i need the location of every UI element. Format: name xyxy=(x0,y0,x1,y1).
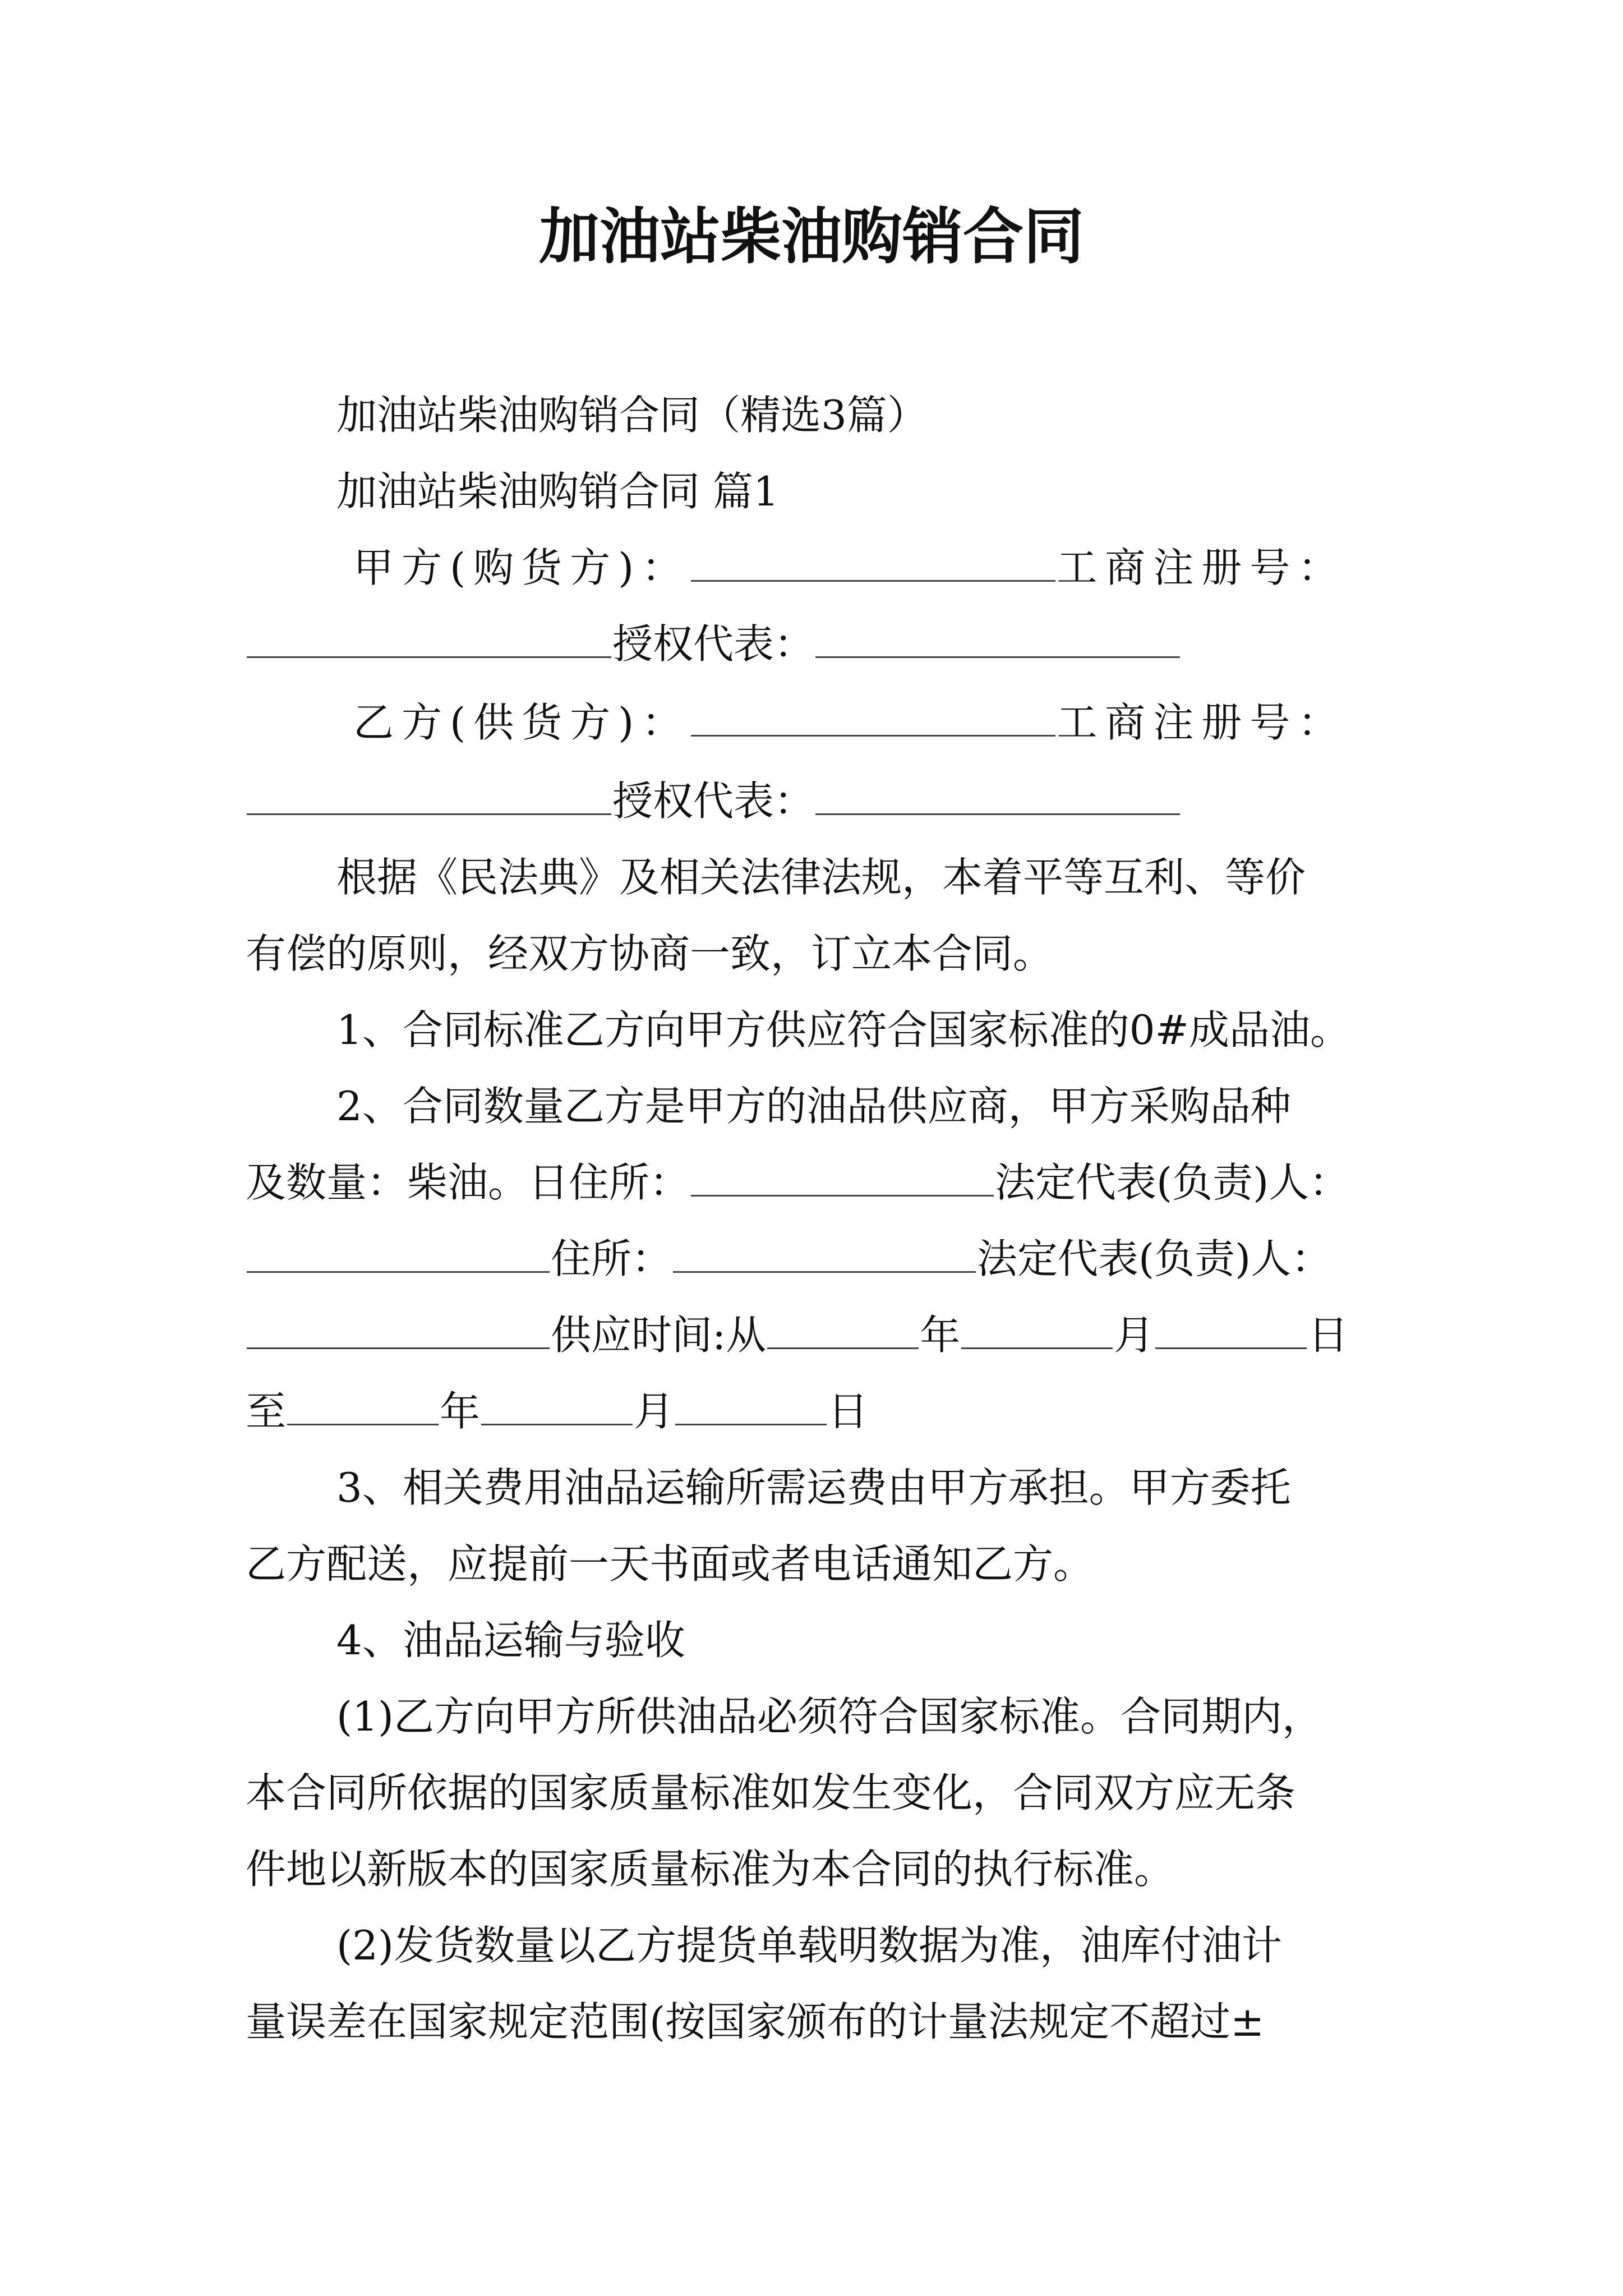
to-label: 至 xyxy=(246,1388,287,1435)
address-label-2: 住所： xyxy=(551,1235,672,1282)
legal-rep-blank-1 xyxy=(247,1232,550,1273)
clause-3-line-1: 3、相关费用油品运输所需运费由甲方承担。甲方委托 xyxy=(336,1464,1291,1511)
party-b-reg-label: 工商注册号： xyxy=(1057,699,1347,746)
party-a-rep-line xyxy=(246,615,1181,673)
to-year-label: 年 xyxy=(440,1388,481,1435)
party-b-rep-label: 授权代表： xyxy=(612,777,815,825)
item-2-line-1: (2)发货数量以乙方提货单载明数据为准，油库付油计 xyxy=(336,1922,1282,1969)
party-a-name-blank xyxy=(691,541,1055,582)
item-1-line-1: (1)乙方向甲方所供油品必须符合国家标准。合同期内， xyxy=(336,1693,1322,1740)
supply-time-line xyxy=(246,1306,1348,1364)
from-year-blank xyxy=(767,1308,919,1349)
clause-2-line-2 xyxy=(246,1153,1349,1212)
party-b-name-blank xyxy=(691,696,1055,737)
from-month-label: 月 xyxy=(1114,1312,1155,1359)
party-b-reg-blank xyxy=(247,774,611,815)
clause-2-line-1: 2、合同数量乙方是甲方的油品供应商，甲方采购品种 xyxy=(336,1083,1291,1130)
legal-rep-label-2: 法定代表(负责)人： xyxy=(977,1235,1332,1282)
party-b-label: 乙方(供货方)： xyxy=(353,699,690,746)
supply-time-label: 供应时间:从 xyxy=(551,1312,767,1359)
to-day-label: 日 xyxy=(828,1388,869,1435)
preamble-line-1: 根据《民法典》及相关法律法规，本着平等互利、等价 xyxy=(336,854,1306,901)
clause-1: 1、合同标准乙方向甲方供应符合国家标准的0#成品油。 xyxy=(336,1006,1350,1053)
legal-rep-label-1: 法定代表(负责)人： xyxy=(995,1159,1350,1206)
address-blank-2 xyxy=(673,1232,976,1273)
party-b-line xyxy=(353,693,1346,752)
to-year-blank xyxy=(287,1384,439,1425)
to-month-blank xyxy=(481,1384,633,1425)
party-a-reg-label: 工商注册号： xyxy=(1057,544,1347,591)
legal-rep-blank-2 xyxy=(247,1308,550,1349)
party-b-rep-blank xyxy=(815,774,1180,815)
part-heading: 加油站柴油购销合同 篇1 xyxy=(336,468,779,515)
from-day-blank xyxy=(1155,1308,1307,1349)
party-b-rep-line xyxy=(246,772,1181,830)
document-title: 加油站柴油购销合同 xyxy=(538,201,1084,272)
supply-time-to-line xyxy=(246,1382,868,1441)
from-year-label: 年 xyxy=(920,1312,961,1359)
party-a-reg-blank xyxy=(247,617,611,658)
preamble-line-2: 有偿的原则，经双方协商一致，订立本合同。 xyxy=(246,930,1054,977)
to-day-blank xyxy=(675,1384,827,1425)
item-1-line-3: 件地以新版本的国家质量标准为本合同的执行标准。 xyxy=(246,1846,1175,1893)
from-month-blank xyxy=(961,1308,1113,1349)
clause-2-address-label: 及数量：柴油。日住所： xyxy=(246,1159,690,1206)
clause-4-heading: 4、油品运输与验收 xyxy=(336,1617,685,1664)
address-blank-1 xyxy=(691,1156,994,1197)
clause-2-line-3 xyxy=(246,1230,1331,1288)
item-1-line-2: 本合同所依据的国家质量标准如发生变化，合同双方应无条 xyxy=(246,1769,1296,1816)
party-a-rep-blank xyxy=(815,617,1180,658)
to-month-label: 月 xyxy=(634,1388,675,1435)
party-a-line xyxy=(353,539,1346,597)
clause-3-line-2: 乙方配送，应提前一天书面或者电话通知乙方。 xyxy=(246,1540,1094,1588)
document-subtitle: 加油站柴油购销合同（精选3篇） xyxy=(336,392,928,439)
from-day-label: 日 xyxy=(1308,1312,1349,1359)
party-a-label: 甲方(购货方)： xyxy=(353,544,690,591)
party-a-rep-label: 授权代表： xyxy=(612,620,815,668)
item-2-line-2: 量误差在国家规定范围(按国家颁布的计量法规定不超过± xyxy=(246,1998,1265,2045)
